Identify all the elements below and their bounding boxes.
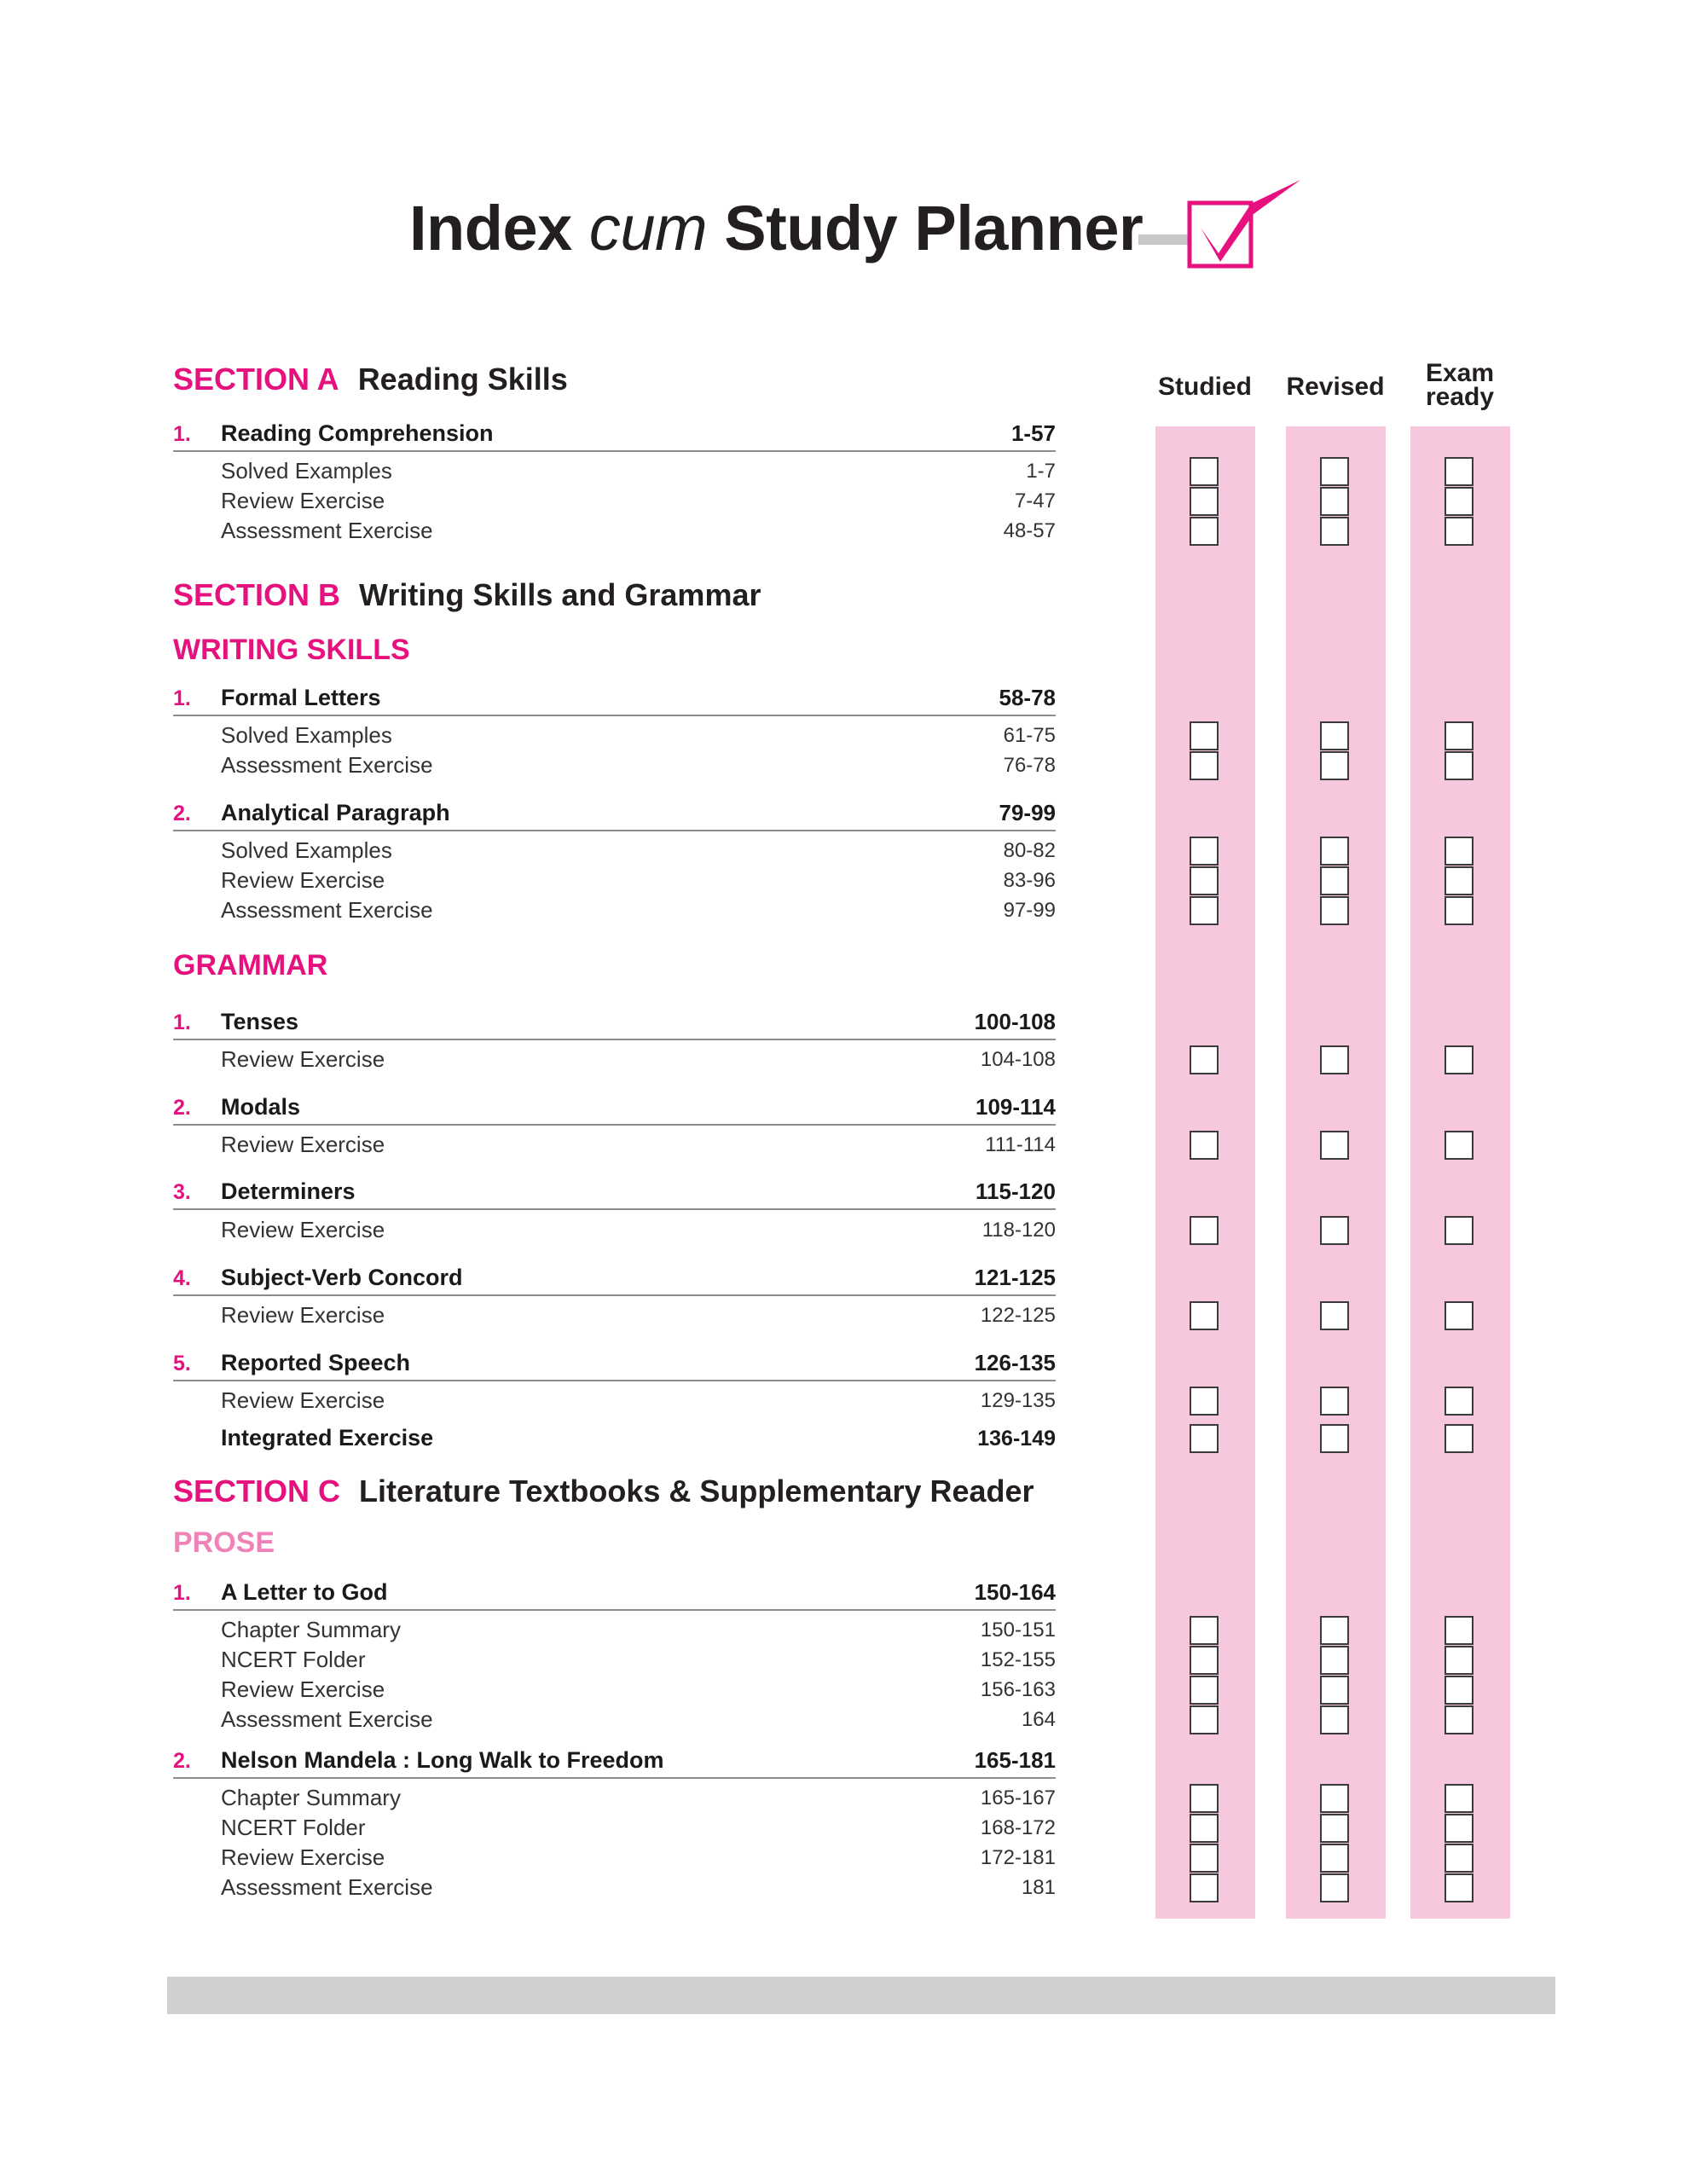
subtopic-row: Review Exercise 172-181 xyxy=(221,1844,1056,1870)
revised-checkbox[interactable] xyxy=(1320,1045,1349,1074)
page-title: Index cum Study Planner xyxy=(409,193,1143,263)
studied-checkbox[interactable] xyxy=(1190,1814,1219,1843)
studied-checkbox[interactable] xyxy=(1190,1844,1219,1873)
revised-checkbox[interactable] xyxy=(1320,487,1349,516)
studied-checkbox[interactable] xyxy=(1190,837,1219,866)
writing-skills-heading: WRITING SKILLS xyxy=(173,634,410,666)
subtopic-row: Review Exercise 7-47 xyxy=(221,488,1056,513)
subtopic-row: Review Exercise 83-96 xyxy=(221,867,1056,893)
topic-row: 2. Analytical Paragraph 79-99 xyxy=(173,796,1056,831)
exam-ready-checkbox[interactable] xyxy=(1445,1705,1474,1734)
revised-checkbox[interactable] xyxy=(1320,517,1349,546)
exam-ready-checkbox[interactable] xyxy=(1445,1873,1474,1902)
revised-checkbox[interactable] xyxy=(1320,721,1349,750)
subtopic-row: Assessment Exercise 48-57 xyxy=(221,518,1056,543)
revised-checkbox[interactable] xyxy=(1320,1676,1349,1705)
studied-checkbox[interactable] xyxy=(1190,896,1219,925)
studied-checkbox[interactable] xyxy=(1190,866,1219,895)
studied-checkbox[interactable] xyxy=(1190,1216,1219,1245)
studied-checkbox[interactable] xyxy=(1190,457,1219,486)
subtopic-row: Solved Examples 1-7 xyxy=(221,458,1056,484)
exam-ready-checkbox[interactable] xyxy=(1445,751,1474,780)
studied-checkbox[interactable] xyxy=(1190,1705,1219,1734)
revised-checkbox[interactable] xyxy=(1320,1873,1349,1902)
revised-checkbox[interactable] xyxy=(1320,1646,1349,1675)
revised-column-header: Revised xyxy=(1286,373,1385,401)
subtopic-row: Assessment Exercise 97-99 xyxy=(221,897,1056,923)
topic-row: 2. Modals 109-114 xyxy=(173,1090,1056,1126)
revised-checkbox[interactable] xyxy=(1320,1705,1349,1734)
subtopic-row: Solved Examples 61-75 xyxy=(221,722,1056,748)
section-c-heading: SECTION C Literature Textbooks & Supplementary Reader xyxy=(173,1474,1034,1508)
revised-checkbox[interactable] xyxy=(1320,1387,1349,1416)
exam-ready-checkbox[interactable] xyxy=(1445,1784,1474,1813)
studied-checkbox[interactable] xyxy=(1190,1616,1219,1645)
subtopic-row: Review Exercise 156-163 xyxy=(221,1676,1056,1702)
topic-row: 1. Reading Comprehension 1-57 xyxy=(173,416,1056,452)
studied-column-header: Studied xyxy=(1158,373,1252,401)
subtopic-row: Chapter Summary 165-167 xyxy=(221,1785,1056,1810)
exam-ready-checkbox[interactable] xyxy=(1445,1616,1474,1645)
exam-ready-checkbox[interactable] xyxy=(1445,1646,1474,1675)
studied-checkbox[interactable] xyxy=(1190,1424,1219,1453)
exam-ready-checkbox[interactable] xyxy=(1445,1045,1474,1074)
exam-ready-checkbox[interactable] xyxy=(1445,487,1474,516)
exam-ready-checkbox[interactable] xyxy=(1445,1814,1474,1843)
studied-checkbox[interactable] xyxy=(1190,1387,1219,1416)
exam-ready-checkbox[interactable] xyxy=(1445,1301,1474,1330)
studied-checkbox[interactable] xyxy=(1190,487,1219,516)
checkmark-logo-icon xyxy=(1138,175,1309,277)
integrated-exercise-row: Integrated Exercise 136-149 xyxy=(221,1425,1056,1451)
revised-checkbox[interactable] xyxy=(1320,1301,1349,1330)
studied-checkbox[interactable] xyxy=(1190,751,1219,780)
exam-ready-checkbox[interactable] xyxy=(1445,1676,1474,1705)
section-b-heading: SECTION B Writing Skills and Grammar xyxy=(173,577,761,612)
topic-row: 3. Determiners 115-120 xyxy=(173,1174,1056,1210)
subtopic-row: Assessment Exercise 181 xyxy=(221,1874,1056,1900)
exam-ready-checkbox[interactable] xyxy=(1445,1844,1474,1873)
studied-checkbox[interactable] xyxy=(1190,721,1219,750)
exam-ready-checkbox[interactable] xyxy=(1445,896,1474,925)
revised-checkbox[interactable] xyxy=(1320,896,1349,925)
subtopic-row: NCERT Folder 152-155 xyxy=(221,1647,1056,1672)
studied-checkbox[interactable] xyxy=(1190,517,1219,546)
exam-ready-checkbox[interactable] xyxy=(1445,1131,1474,1160)
revised-checkbox[interactable] xyxy=(1320,1844,1349,1873)
topic-row: 5. Reported Speech 126-135 xyxy=(173,1346,1056,1381)
studied-checkbox[interactable] xyxy=(1190,1676,1219,1705)
subtopic-row: Review Exercise 122-125 xyxy=(221,1302,1056,1328)
exam-ready-checkbox[interactable] xyxy=(1445,1387,1474,1416)
revised-checkbox[interactable] xyxy=(1320,1424,1349,1453)
studied-checkbox[interactable] xyxy=(1190,1045,1219,1074)
section-a-heading: SECTION A Reading Skills xyxy=(173,362,568,397)
subtopic-row: Review Exercise 111-114 xyxy=(221,1132,1056,1157)
subtopic-row: Review Exercise 118-120 xyxy=(221,1217,1056,1242)
exam-ready-column-header: Exam ready xyxy=(1425,359,1495,411)
studied-checkbox[interactable] xyxy=(1190,1646,1219,1675)
exam-ready-checkbox[interactable] xyxy=(1445,837,1474,866)
topic-row: 2. Nelson Mandela : Long Walk to Freedom 165-181 xyxy=(173,1743,1056,1779)
studied-checkbox[interactable] xyxy=(1190,1784,1219,1813)
subtopic-row: NCERT Folder 168-172 xyxy=(221,1815,1056,1840)
footer-bar xyxy=(167,1977,1555,2014)
exam-ready-checkbox[interactable] xyxy=(1445,457,1474,486)
exam-ready-checkbox[interactable] xyxy=(1445,1216,1474,1245)
revised-checkbox[interactable] xyxy=(1320,1784,1349,1813)
exam-ready-checkbox[interactable] xyxy=(1445,721,1474,750)
topic-row: 1. Formal Letters 58-78 xyxy=(173,680,1056,716)
exam-ready-checkbox[interactable] xyxy=(1445,866,1474,895)
revised-checkbox[interactable] xyxy=(1320,751,1349,780)
topic-row: 4. Subject-Verb Concord 121-125 xyxy=(173,1260,1056,1296)
revised-checkbox[interactable] xyxy=(1320,837,1349,866)
revised-checkbox[interactable] xyxy=(1320,1216,1349,1245)
subtopic-row: Review Exercise 104-108 xyxy=(221,1046,1056,1072)
exam-ready-checkbox[interactable] xyxy=(1445,1424,1474,1453)
subtopic-row: Assessment Exercise 76-78 xyxy=(221,752,1056,778)
revised-checkbox[interactable] xyxy=(1320,457,1349,486)
revised-checkbox[interactable] xyxy=(1320,1131,1349,1160)
revised-checkbox[interactable] xyxy=(1320,866,1349,895)
topic-row: 1. Tenses 100-108 xyxy=(173,1005,1056,1040)
subtopic-row: Chapter Summary 150-151 xyxy=(221,1617,1056,1642)
subtopic-row: Review Exercise 129-135 xyxy=(221,1387,1056,1413)
grammar-heading: GRAMMAR xyxy=(173,949,328,981)
revised-checkbox[interactable] xyxy=(1320,1616,1349,1645)
exam-ready-checkbox[interactable] xyxy=(1445,517,1474,546)
studied-checkbox[interactable] xyxy=(1190,1873,1219,1902)
prose-heading: PROSE xyxy=(173,1526,275,1559)
studied-checkbox[interactable] xyxy=(1190,1131,1219,1160)
topic-row: 1. A Letter to God 150-164 xyxy=(173,1575,1056,1611)
subtopic-row: Assessment Exercise 164 xyxy=(221,1706,1056,1732)
subtopic-row: Solved Examples 80-82 xyxy=(221,837,1056,863)
revised-checkbox[interactable] xyxy=(1320,1814,1349,1843)
studied-checkbox[interactable] xyxy=(1190,1301,1219,1330)
